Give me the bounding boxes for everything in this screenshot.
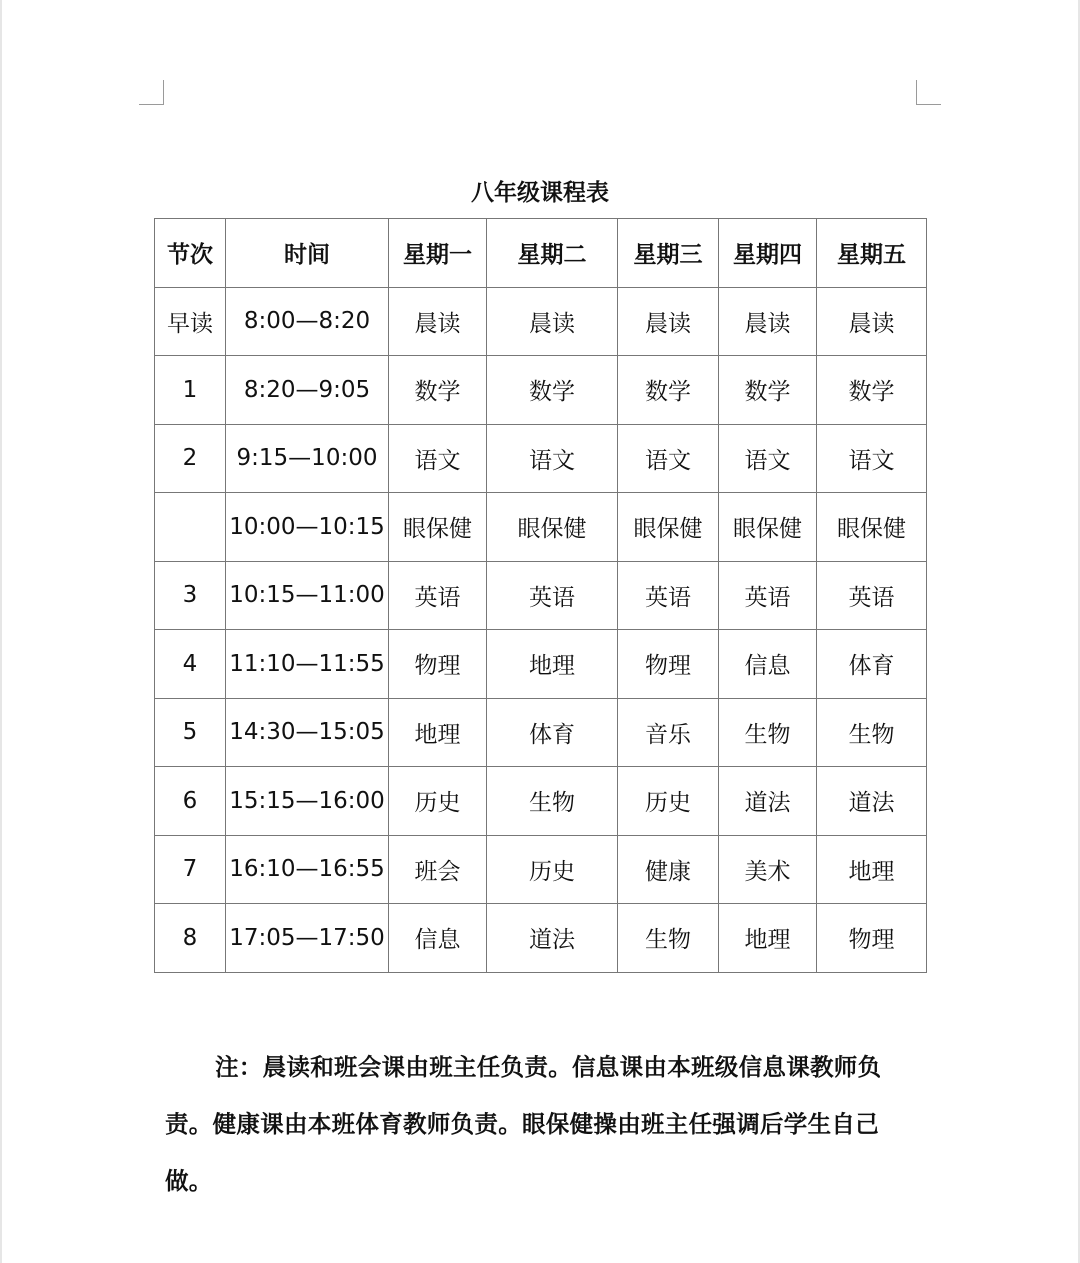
subject-cell: 美术 xyxy=(719,835,817,904)
subject-cell: 英语 xyxy=(618,561,719,630)
table-row xyxy=(155,835,927,904)
header-cell: 星期四 xyxy=(719,219,817,288)
table-row xyxy=(155,356,927,425)
time-cell: 16:10—16:55 xyxy=(226,835,389,904)
subject-cell: 眼保健 xyxy=(719,493,817,562)
subject-cell: 音乐 xyxy=(618,698,719,767)
subject-cell: 体育 xyxy=(487,698,618,767)
period-cell: 5 xyxy=(155,698,226,767)
subject-cell: 生物 xyxy=(487,767,618,836)
header-cell: 时间 xyxy=(226,219,389,288)
page-edge-left xyxy=(0,0,2,1263)
subject-cell: 历史 xyxy=(618,767,719,836)
period-cell: 3 xyxy=(155,561,226,630)
period-cell: 7 xyxy=(155,835,226,904)
time-cell: 10:15—11:00 xyxy=(226,561,389,630)
header-cell: 星期三 xyxy=(618,219,719,288)
period-cell: 8 xyxy=(155,904,226,973)
period-cell: 4 xyxy=(155,630,226,699)
time-cell: 14:30—15:05 xyxy=(226,698,389,767)
subject-cell: 体育 xyxy=(817,630,927,699)
subject-cell: 晨读 xyxy=(487,287,618,356)
table-row xyxy=(155,698,927,767)
period-cell: 早读 xyxy=(155,287,226,356)
time-cell: 15:15—16:00 xyxy=(226,767,389,836)
subject-cell: 生物 xyxy=(719,698,817,767)
subject-cell: 地理 xyxy=(389,698,487,767)
subject-cell: 地理 xyxy=(719,904,817,973)
header-cell: 节次 xyxy=(155,219,226,288)
subject-cell: 语文 xyxy=(487,424,618,493)
table-row xyxy=(155,630,927,699)
period-cell xyxy=(155,493,226,562)
subject-cell: 历史 xyxy=(487,835,618,904)
subject-cell: 英语 xyxy=(389,561,487,630)
subject-cell: 眼保健 xyxy=(817,493,927,562)
subject-cell: 物理 xyxy=(618,630,719,699)
note-paragraph: 注：晨读和班会课由班主任负责。信息课由本班级信息课教师负责。健康课由本班体育教师负责。眼保健操由班主任强调后学生自己做。 xyxy=(165,1053,882,1195)
subject-cell: 英语 xyxy=(487,561,618,630)
subject-cell: 数学 xyxy=(719,356,817,425)
margin-corner-mark-top-left xyxy=(139,80,164,105)
subject-cell: 道法 xyxy=(719,767,817,836)
subject-cell: 晨读 xyxy=(389,287,487,356)
subject-cell: 地理 xyxy=(817,835,927,904)
header-cell: 星期二 xyxy=(487,219,618,288)
period-cell: 1 xyxy=(155,356,226,425)
subject-cell: 道法 xyxy=(817,767,927,836)
header-cell: 星期一 xyxy=(389,219,487,288)
subject-cell: 物理 xyxy=(817,904,927,973)
subject-cell: 信息 xyxy=(719,630,817,699)
schedule-table xyxy=(154,218,927,973)
subject-cell: 数学 xyxy=(487,356,618,425)
subject-cell: 晨读 xyxy=(719,287,817,356)
subject-cell: 晨读 xyxy=(817,287,927,356)
schedule-title: 八年级课程表 xyxy=(471,180,609,206)
table-row xyxy=(155,493,927,562)
table-row xyxy=(155,424,927,493)
table-row xyxy=(155,287,927,356)
subject-cell: 眼保健 xyxy=(618,493,719,562)
subject-cell: 眼保健 xyxy=(487,493,618,562)
subject-cell: 数学 xyxy=(618,356,719,425)
time-cell: 8:00—8:20 xyxy=(226,287,389,356)
subject-cell: 物理 xyxy=(389,630,487,699)
margin-corner-mark-top-right xyxy=(916,80,941,105)
time-cell: 10:00—10:15 xyxy=(226,493,389,562)
subject-cell: 信息 xyxy=(389,904,487,973)
subject-cell: 英语 xyxy=(719,561,817,630)
subject-cell: 地理 xyxy=(487,630,618,699)
subject-cell: 语文 xyxy=(618,424,719,493)
subject-cell: 班会 xyxy=(389,835,487,904)
time-cell: 11:10—11:55 xyxy=(226,630,389,699)
period-cell: 6 xyxy=(155,767,226,836)
time-cell: 17:05—17:50 xyxy=(226,904,389,973)
subject-cell: 英语 xyxy=(817,561,927,630)
subject-cell: 语文 xyxy=(817,424,927,493)
table-row xyxy=(155,904,927,973)
subject-cell: 眼保健 xyxy=(389,493,487,562)
time-cell: 9:15—10:00 xyxy=(226,424,389,493)
subject-cell: 生物 xyxy=(618,904,719,973)
subject-cell: 数学 xyxy=(817,356,927,425)
subject-cell: 健康 xyxy=(618,835,719,904)
header-cell: 星期五 xyxy=(817,219,927,288)
table-header-row xyxy=(155,219,927,288)
subject-cell: 语文 xyxy=(719,424,817,493)
subject-cell: 数学 xyxy=(389,356,487,425)
table-row xyxy=(155,561,927,630)
subject-cell: 道法 xyxy=(487,904,618,973)
table-row xyxy=(155,767,927,836)
subject-cell: 生物 xyxy=(817,698,927,767)
time-cell: 8:20—9:05 xyxy=(226,356,389,425)
subject-cell: 历史 xyxy=(389,767,487,836)
subject-cell: 语文 xyxy=(389,424,487,493)
period-cell: 2 xyxy=(155,424,226,493)
subject-cell: 晨读 xyxy=(618,287,719,356)
